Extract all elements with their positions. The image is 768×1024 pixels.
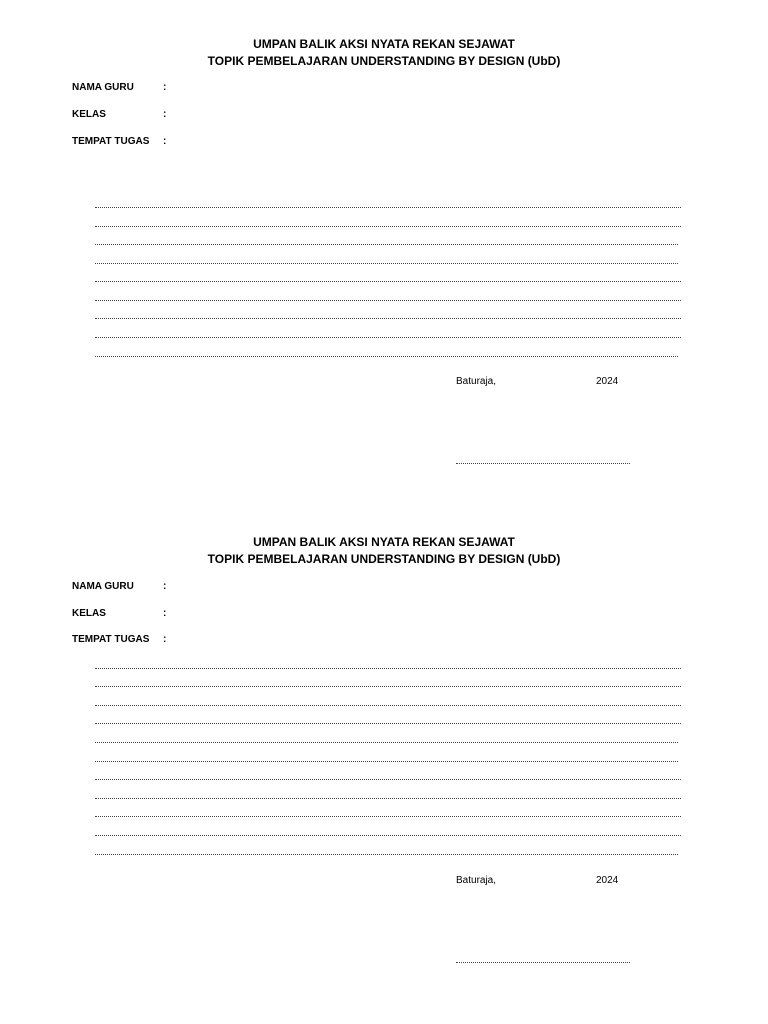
field-colon: : — [163, 82, 167, 93]
field-colon: : — [163, 109, 167, 120]
field-label: NAMA GURU — [72, 581, 134, 592]
place-date — [456, 874, 626, 887]
field-label: KELAS — [72, 608, 106, 619]
place-date — [456, 375, 626, 388]
field-colon: : — [163, 136, 167, 147]
field-label: TEMPAT TUGAS — [72, 136, 150, 147]
field-tempat-tugas — [72, 633, 166, 646]
field-kelas — [72, 607, 166, 620]
dotted-line — [95, 761, 678, 762]
dotted-line — [95, 244, 678, 245]
field-kelas — [72, 108, 166, 121]
dotted-line — [95, 742, 678, 743]
dotted-line — [95, 226, 681, 227]
field-tempat-tugas — [72, 135, 166, 148]
year: 2024 — [596, 875, 619, 886]
dotted-line — [95, 300, 681, 301]
field-colon: : — [163, 608, 167, 619]
dotted-line — [95, 263, 678, 264]
place-name: Baturaja, — [456, 875, 497, 886]
form-title-line2: TOPIK PEMBELAJARAN UNDERSTANDING BY DESIGN (UbD) — [207, 54, 561, 68]
field-nama-guru — [72, 81, 166, 94]
signature-line — [456, 463, 630, 464]
dotted-line — [95, 835, 681, 836]
dotted-line — [95, 356, 678, 357]
dotted-line — [95, 816, 681, 817]
year: 2024 — [596, 376, 619, 387]
dotted-line — [95, 798, 681, 799]
place-name: Baturaja, — [456, 376, 497, 387]
field-nama-guru — [72, 580, 166, 593]
dotted-line — [95, 281, 681, 282]
dotted-line — [95, 854, 678, 855]
dotted-line — [95, 686, 681, 687]
field-label: NAMA GURU — [72, 82, 134, 93]
dotted-line — [95, 207, 681, 208]
field-label: KELAS — [72, 109, 106, 120]
field-label: TEMPAT TUGAS — [72, 634, 150, 645]
field-colon: : — [163, 634, 167, 645]
form-title-line2: TOPIK PEMBELAJARAN UNDERSTANDING BY DESIGN (UbD) — [207, 552, 561, 566]
dotted-line — [95, 723, 681, 724]
form-title-line1: UMPAN BALIK AKSI NYATA REKAN SEJAWAT — [253, 535, 515, 549]
dotted-line — [95, 779, 681, 780]
form-title-line1: UMPAN BALIK AKSI NYATA REKAN SEJAWAT — [253, 37, 515, 51]
dotted-line — [95, 337, 681, 338]
dotted-line — [95, 705, 681, 706]
dotted-line — [95, 318, 681, 319]
signature-line — [456, 962, 630, 963]
field-colon: : — [163, 581, 167, 592]
dotted-line — [95, 668, 681, 669]
